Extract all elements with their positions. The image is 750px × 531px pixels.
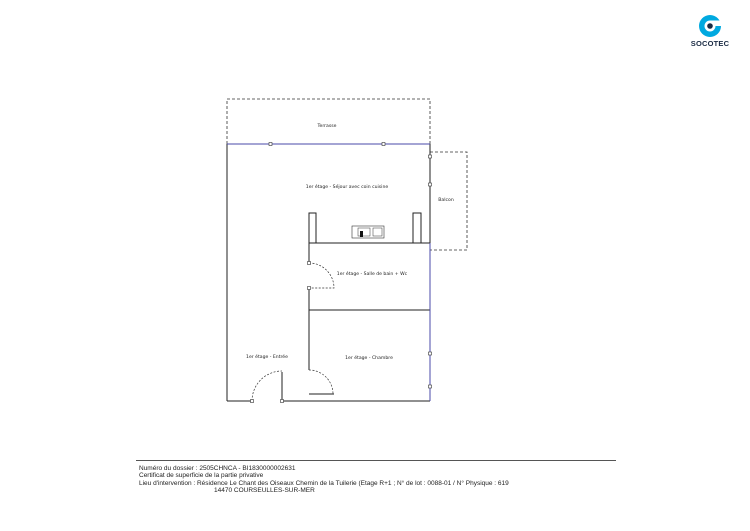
footer-ville: 14470 COURSEULLES-SUR-MER bbox=[214, 486, 315, 494]
terrasse-outline bbox=[227, 99, 430, 144]
footer bbox=[139, 465, 609, 494]
room-label-sdb: 1er étage - Salle de bain + Wc bbox=[336, 272, 408, 277]
brand-name: SOCOTEC bbox=[690, 39, 730, 48]
footer-divider bbox=[136, 460, 616, 461]
kitchen-sink-icon bbox=[352, 226, 384, 238]
footer-certificat: Certificat de superficie de la partie privative bbox=[139, 472, 264, 480]
room-label-chambre: 1er étage - Chambre bbox=[345, 356, 393, 361]
room-label-sejour: 1er étage - Séjour avec coin cuisine bbox=[305, 185, 389, 190]
door-swings bbox=[252, 263, 334, 401]
footer-dossier: Numéro du dossier : 2505CHNCA - BI1830000002631 bbox=[139, 465, 296, 472]
room-label-entree: 1er étage - Entrée bbox=[246, 355, 288, 360]
room-label-terrasse: Terrasse bbox=[317, 124, 337, 129]
room-label-balcon: Balcon bbox=[438, 198, 454, 203]
footer-lieu: Lieu d'intervention : Résidence Le Chant des Oiseaux Chemin de la Tuilerie (Etage R+1 ; N° de lot : 0088-01 / N° Physique : 619 bbox=[139, 479, 509, 487]
